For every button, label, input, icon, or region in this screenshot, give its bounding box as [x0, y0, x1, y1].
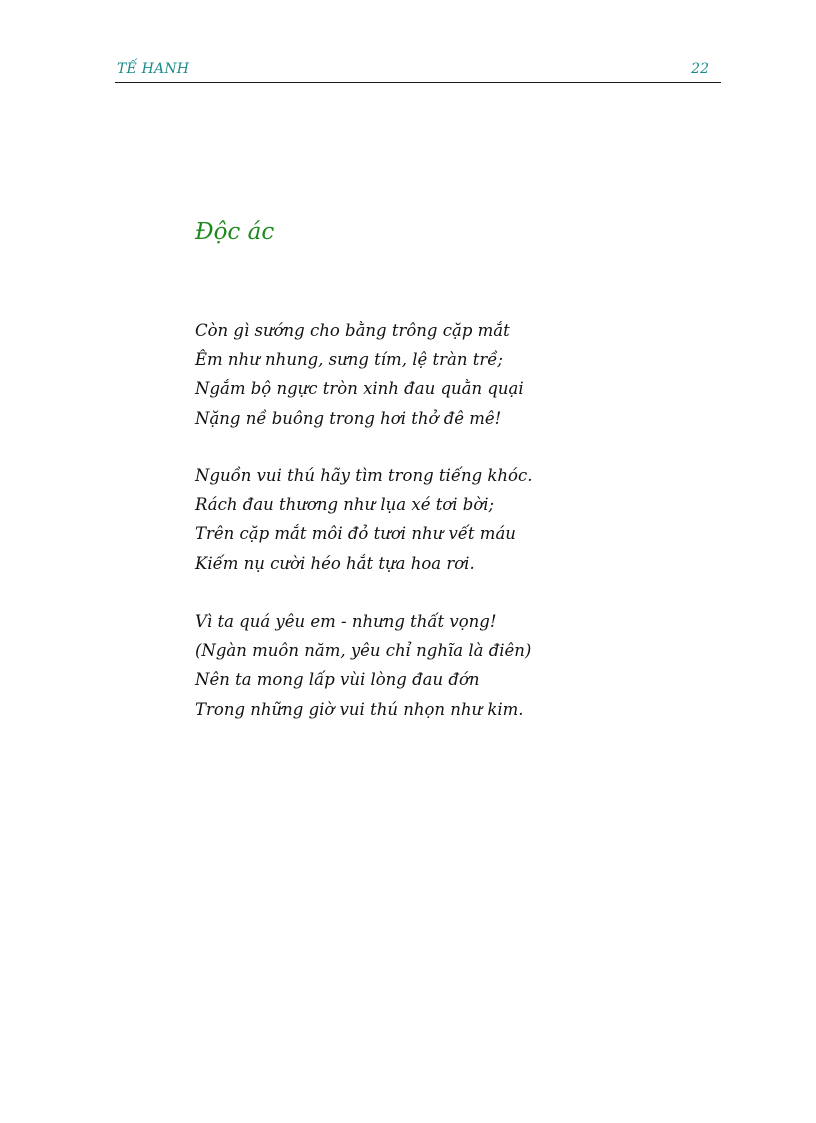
header-author: TẾ HANH: [117, 61, 190, 77]
verse-line: Ngắm bộ ngực tròn xinh đau quằn quại: [195, 379, 524, 399]
page-number: 22: [691, 61, 709, 77]
verse-line: Nên ta mong lấp vùi lòng đau đớn: [195, 670, 480, 690]
poem-title: Độc ác: [195, 219, 275, 245]
verse-line: Êm như nhung, sưng tím, lệ tràn trề;: [195, 350, 503, 370]
verse-line: Vì ta quá yêu em - nhưng thất vọng!: [195, 612, 497, 631]
stanza-1: [195, 316, 524, 433]
stanza-3: [195, 607, 531, 724]
verse-line: Nặng nề buông trong hơi thở đê mê!: [195, 408, 502, 428]
verse-line: Nguồn vui thú hãy tìm trong tiếng khóc.: [195, 466, 533, 485]
stanza-2: [195, 461, 532, 578]
running-header: [115, 60, 721, 83]
verse-line: Trong những giờ vui thú nhọn như kim.: [195, 699, 524, 719]
verse-line: Còn gì sướng cho bằng trông cặp mắt: [195, 321, 510, 340]
verse-line: Trên cặp mắt môi đỏ tươi như vết máu: [195, 524, 516, 544]
verse-line: Rách đau thương như lụa xé tơi bời;: [195, 495, 495, 515]
verse-line: Kiếm nụ cười héo hắt tựa hoa rơi.: [195, 553, 475, 573]
verse-line: (Ngàn muôn năm, yêu chỉ nghĩa là điên): [195, 641, 532, 661]
